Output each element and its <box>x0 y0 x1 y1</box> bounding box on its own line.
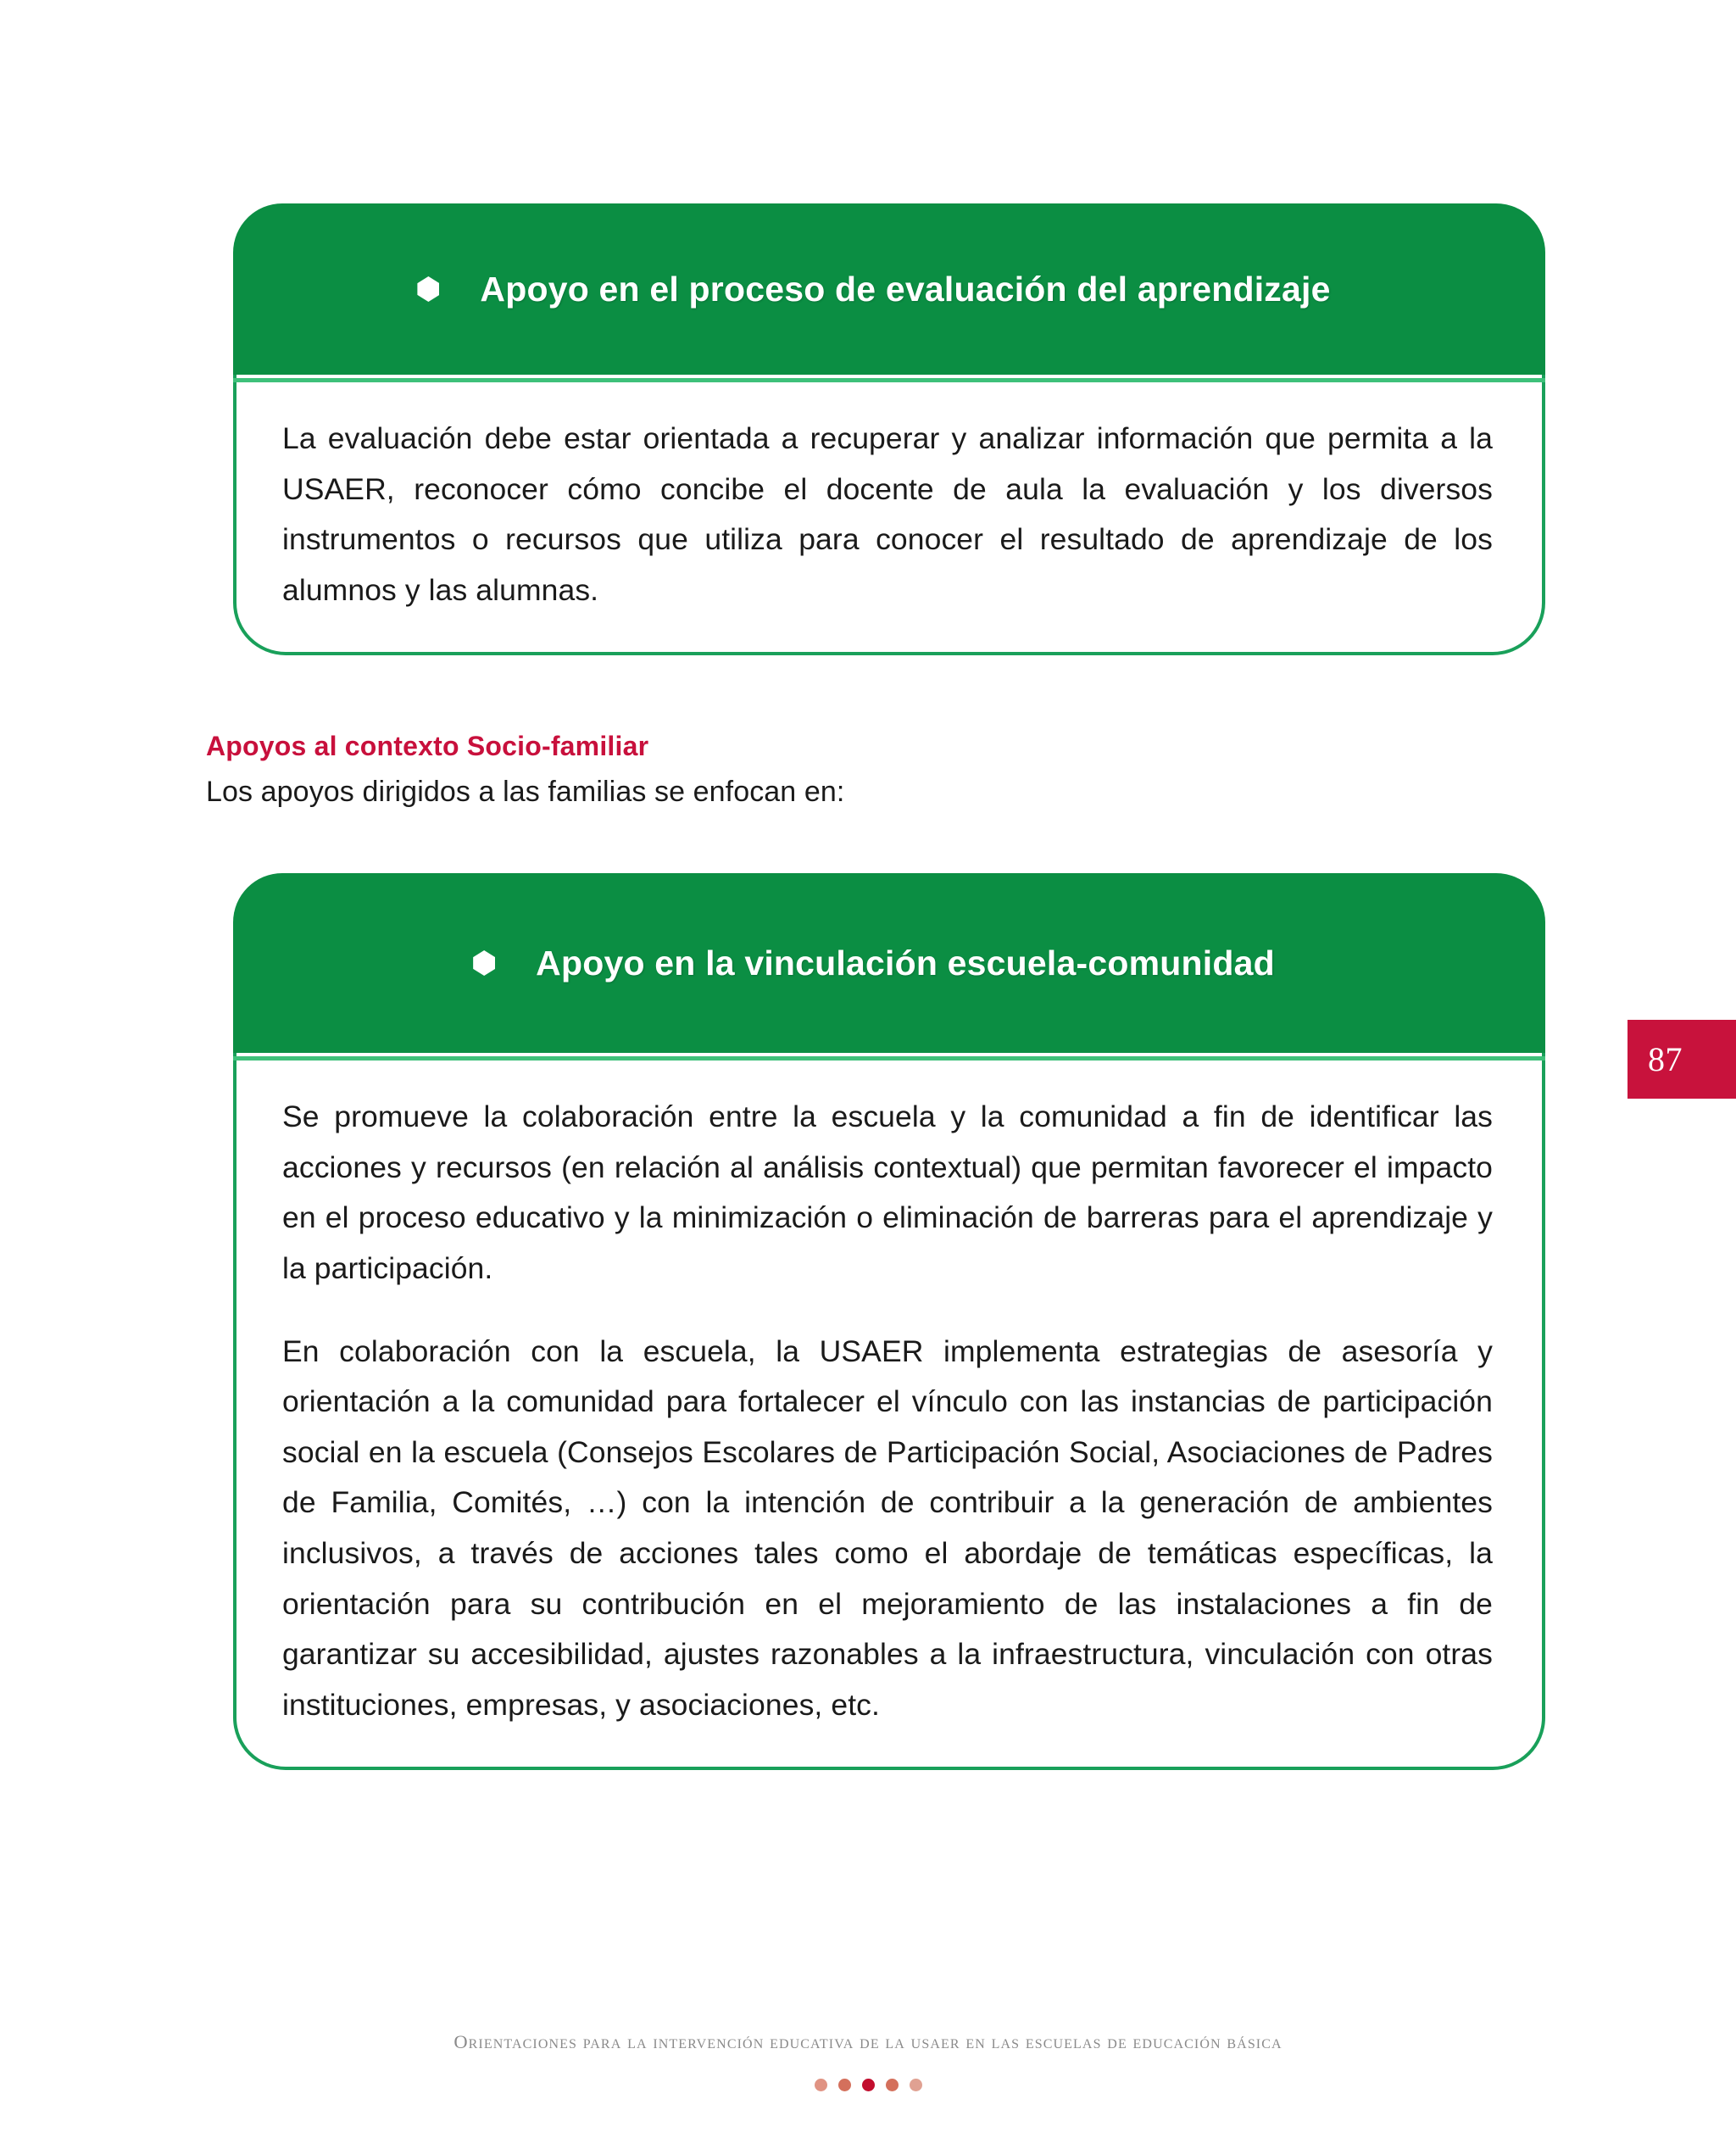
section-heading-socio-familiar: Apoyos al contexto Socio-familiar <box>206 731 649 761</box>
callout-body-evaluacion <box>233 375 1545 655</box>
section-intro-text: Los apoyos dirigidos a las familias se enfocan en: <box>206 776 845 808</box>
paragraph: En colaboración con la escuela, la USAER implementa estrategias de asesoría y orientación a la comunidad para fortalecer el vínculo con las instancias de participación social en la escuela (Consejos Escolares de Participación Social, Asociaciones de Padres de Familia, Comités, …) con la intención de contribuir a la generación de ambientes inclusivos, a través de acciones tales como el abordaje de temáticas específicas, la orientación para su contribución en el mejoramiento de las instalaciones a fin de garantizar su accesibilidad, ajustes razonables a la infraestructura, vinculación con otras instituciones, empresas, y asociaciones, etc. <box>282 1333 1493 1722</box>
callout-box-evaluacion <box>233 203 1545 655</box>
callout-title-vinculacion: Apoyo en la vinculación escuela-comunidad <box>536 943 1275 983</box>
page-number-tab <box>1628 1020 1736 1099</box>
footer-dot <box>886 2079 899 2091</box>
page-footer <box>0 2031 1736 2091</box>
footer-dots-ornament <box>0 2079 1736 2091</box>
callout-title-evaluacion: Apoyo en el proceso de evaluación del aprendizaje <box>480 269 1331 309</box>
callout-header-vinculacion <box>233 873 1545 1053</box>
paragraph: Se promueve la colaboración entre la escuela y la comunidad a fin de identificar las acciones y recursos (en relación al análisis contextual) que permitan favorecer el impacto en el proceso educativo y la minimización o eliminación de barreras para el aprendizaje y la participación. <box>282 1100 1493 1285</box>
footer-dot <box>838 2079 851 2091</box>
page-number: 87 <box>1648 1040 1683 1078</box>
callout-body-vinculacion <box>233 1053 1545 1770</box>
footer-title: Orientaciones para la intervención educativa de la usaer en las escuelas de educación básica <box>453 2031 1283 2052</box>
callout-header-evaluacion <box>233 203 1545 375</box>
callout-header-inner <box>473 944 1275 983</box>
hexagon-bullet-icon <box>417 276 439 302</box>
callout-box-vinculacion <box>233 873 1545 1770</box>
footer-dot <box>815 2079 827 2091</box>
paragraph: La evaluación debe estar orientada a recuperar y analizar información que permita a la USAER, reconocer cómo concibe el docente de aula la evaluación y los diversos instrumentos o recursos que utiliza para conocer el resultado de aprendizaje de los alumnos y las alumnas. <box>282 421 1493 607</box>
callout-header-inner <box>417 270 1330 309</box>
footer-dot <box>862 2079 875 2091</box>
hexagon-bullet-icon <box>473 950 495 976</box>
footer-dot <box>910 2079 922 2091</box>
